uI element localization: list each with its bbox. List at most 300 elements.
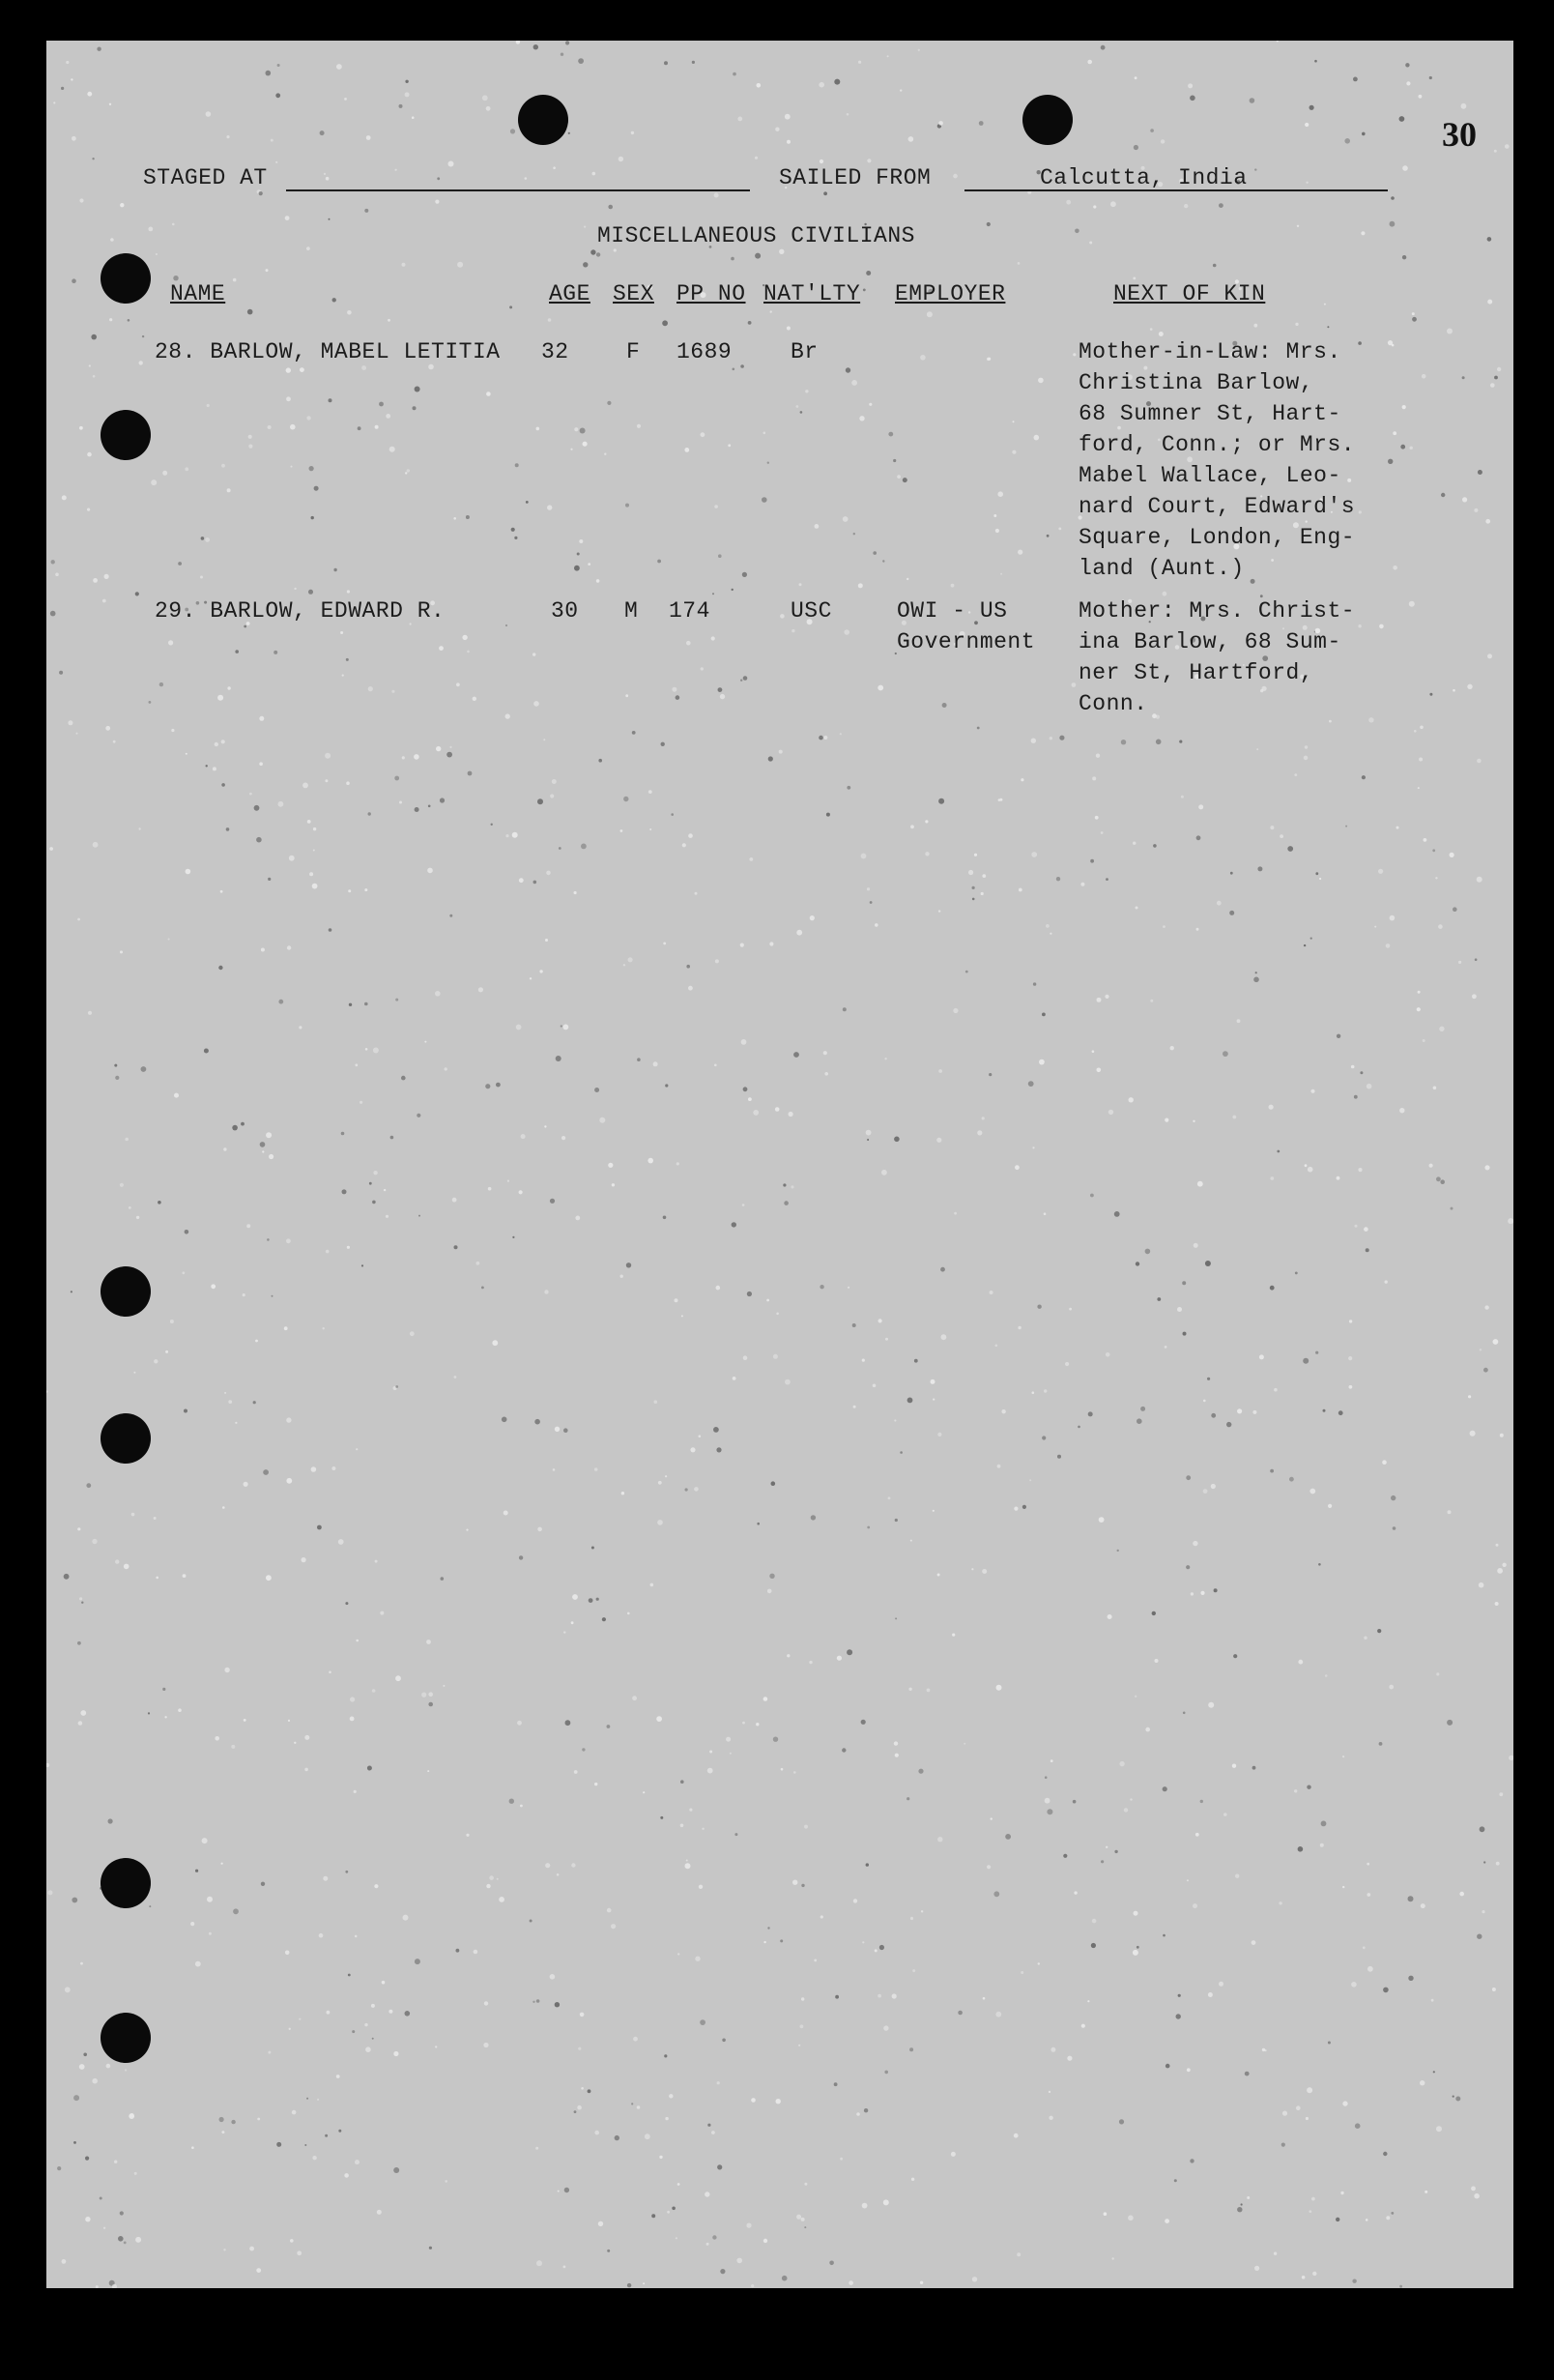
- speckle-dot: [982, 1117, 985, 1119]
- speckle-dot: [1305, 745, 1308, 748]
- speckle-dot: [340, 631, 343, 634]
- speckle-dot: [1496, 1544, 1499, 1547]
- speckle-dot: [783, 1183, 786, 1186]
- speckle-dot: [1153, 844, 1157, 848]
- speckle-dot: [271, 139, 273, 142]
- speckle-dot: [1047, 535, 1050, 537]
- speckle-dot: [1177, 1307, 1182, 1312]
- speckle-dot: [1447, 329, 1453, 334]
- speckle-dot: [354, 1790, 357, 1793]
- speckle-dot: [486, 1884, 490, 1888]
- punch-hole-left-2: [101, 410, 151, 460]
- speckle-dot: [686, 641, 691, 646]
- speckle-dot: [1000, 573, 1002, 575]
- speckle-dot: [205, 537, 210, 542]
- speckle-dot: [859, 416, 864, 421]
- speckle-dot: [1119, 1761, 1124, 1766]
- speckle-dot: [780, 1939, 783, 1942]
- speckle-dot: [364, 209, 368, 213]
- speckle-dot: [521, 1134, 526, 1139]
- speckle-dot: [1436, 2126, 1442, 2132]
- speckle-dot: [1270, 826, 1274, 829]
- speckle-dot: [620, 1275, 623, 1278]
- speckle-dot: [1157, 1297, 1161, 1301]
- column-header-name: NAME: [170, 281, 226, 306]
- speckle-dot: [1106, 1352, 1110, 1357]
- speckle-dot: [224, 1392, 226, 1394]
- speckle-dot: [1281, 2143, 1285, 2147]
- speckle-dot: [72, 278, 76, 283]
- speckle-dot: [165, 1350, 168, 1353]
- speckle-dot: [936, 1138, 941, 1143]
- speckle-dot: [467, 651, 470, 653]
- speckle-dot: [1145, 1249, 1151, 1255]
- speckle-dot: [701, 667, 704, 670]
- speckle-dot: [515, 463, 519, 467]
- speckle-dot: [105, 726, 110, 731]
- speckle-dot: [953, 174, 958, 179]
- speckle-dot: [306, 416, 310, 420]
- speckle-dot: [394, 776, 399, 781]
- speckle-dot: [1152, 713, 1157, 718]
- speckle-dot: [57, 2166, 61, 2170]
- speckle-dot: [1447, 1720, 1453, 1726]
- speckle-dot: [776, 1313, 779, 1316]
- speckle-dot: [1028, 1081, 1034, 1087]
- speckle-dot: [1487, 300, 1492, 305]
- speckle-dot: [689, 1809, 692, 1812]
- speckle-dot: [1435, 877, 1437, 879]
- speckle-dot: [1297, 225, 1299, 227]
- speckle-dot: [699, 1885, 703, 1889]
- speckle-dot: [657, 560, 661, 564]
- speckle-dot: [1412, 312, 1415, 315]
- speckle-dot: [440, 798, 445, 802]
- speckle-dot: [1355, 1225, 1358, 1228]
- speckle-dot: [572, 1594, 578, 1600]
- speckle-dot: [448, 161, 454, 167]
- speckle-dot: [1097, 1068, 1102, 1073]
- speckle-dot: [1396, 827, 1399, 829]
- speckle-dot: [631, 2103, 633, 2104]
- next-of-kin-line: 68 Sumner St, Hart-: [1079, 401, 1341, 426]
- speckle-dot: [320, 131, 325, 135]
- speckle-dot: [920, 355, 926, 361]
- speckle-dot: [840, 2158, 843, 2161]
- speckle-dot: [290, 2239, 294, 2243]
- speckle-dot: [861, 854, 867, 859]
- speckle-dot: [1145, 1727, 1150, 1732]
- sailed-from-value: Calcutta, India: [1040, 165, 1248, 190]
- speckle-dot: [364, 888, 367, 891]
- speckle-dot: [221, 2131, 224, 2133]
- speckle-dot: [942, 703, 947, 708]
- speckle-dot: [355, 2160, 360, 2164]
- speckle-dot: [892, 1993, 897, 1998]
- speckle-dot: [1471, 2187, 1476, 2191]
- speckle-dot: [1033, 982, 1036, 985]
- speckle-dot: [1059, 736, 1064, 740]
- speckle-dot: [728, 444, 731, 447]
- speckle-dot: [329, 928, 332, 932]
- speckle-dot: [1254, 2266, 1259, 2271]
- speckle-dot: [699, 1435, 702, 1437]
- speckle-dot: [1483, 1368, 1488, 1373]
- speckle-dot: [536, 427, 540, 431]
- speckle-dot: [632, 1696, 637, 1700]
- speckle-dot: [714, 193, 719, 198]
- speckle-dot: [1347, 479, 1351, 482]
- speckle-dot: [1191, 1592, 1194, 1595]
- speckle-dot: [505, 713, 510, 718]
- speckle-dot: [87, 508, 90, 511]
- speckle-dot: [733, 1377, 736, 1380]
- speckle-dot: [131, 1513, 135, 1517]
- speckle-dot: [352, 2030, 355, 2033]
- speckle-dot: [454, 1245, 458, 1249]
- speckle-dot: [1307, 2087, 1312, 2093]
- speckle-dot: [972, 898, 975, 901]
- speckle-dot: [92, 2078, 98, 2084]
- speckle-dot: [672, 2207, 676, 2211]
- speckle-dot: [91, 334, 97, 340]
- speckle-dot: [525, 177, 528, 180]
- speckle-dot: [867, 1139, 869, 1141]
- speckle-dot: [1478, 470, 1482, 475]
- speckle-dot: [436, 746, 441, 751]
- speckle-dot: [125, 1138, 129, 1142]
- speckle-dot: [590, 249, 595, 254]
- speckle-dot: [539, 970, 542, 972]
- speckle-dot: [885, 1338, 888, 1341]
- speckle-dot: [1114, 1850, 1117, 1853]
- speckle-dot: [873, 1384, 877, 1388]
- section-title: MISCELLANEOUS CIVILIANS: [597, 223, 915, 248]
- speckle-dot: [533, 881, 537, 885]
- speckle-dot: [888, 1496, 891, 1499]
- speckle-dot: [1490, 383, 1495, 388]
- speckle-dot: [356, 1448, 358, 1450]
- speckle-dot: [1106, 1846, 1108, 1848]
- speckle-dot: [76, 733, 78, 735]
- speckle-dot: [747, 1292, 752, 1296]
- speckle-dot: [1420, 726, 1424, 730]
- speckle-dot: [799, 583, 802, 586]
- speckle-dot: [571, 1863, 575, 1867]
- speckle-dot: [921, 1910, 923, 1912]
- speckle-dot: [1259, 1354, 1264, 1359]
- speckle-dot: [649, 828, 651, 830]
- speckle-dot: [435, 991, 441, 997]
- speckle-dot: [311, 516, 314, 519]
- speckle-dot: [767, 462, 769, 464]
- speckle-dot: [49, 847, 53, 851]
- speckle-dot: [1502, 1563, 1506, 1567]
- speckle-dot: [537, 798, 543, 804]
- speckle-dot: [215, 742, 218, 746]
- speckle-dot: [661, 742, 665, 746]
- speckle-dot: [221, 1863, 223, 1865]
- speckle-dot: [694, 1487, 699, 1492]
- speckle-dot: [1400, 445, 1405, 450]
- speckle-dot: [1223, 1813, 1227, 1816]
- speckle-dot: [218, 966, 222, 970]
- speckle-dot: [1075, 229, 1079, 234]
- speckle-dot: [530, 977, 532, 979]
- speckle-dot: [866, 1130, 872, 1136]
- record-pp-no: 174: [669, 598, 710, 624]
- speckle-dot: [1072, 682, 1077, 687]
- speckle-dot: [89, 364, 91, 366]
- speckle-dot: [741, 1039, 747, 1045]
- speckle-dot: [878, 1319, 882, 1322]
- speckle-dot: [178, 1708, 182, 1712]
- speckle-dot: [1477, 1934, 1482, 1939]
- speckle-dot: [491, 824, 493, 826]
- speckle-dot: [231, 2120, 235, 2124]
- speckle-dot: [201, 537, 205, 540]
- speckle-dot: [811, 1515, 816, 1520]
- speckle-dot: [114, 1064, 117, 1067]
- speckle-dot: [443, 1685, 445, 1687]
- speckle-dot: [908, 136, 914, 142]
- speckle-dot: [426, 1640, 431, 1644]
- speckle-dot: [1494, 150, 1497, 153]
- speckle-dot: [1508, 1218, 1513, 1224]
- speckle-dot: [269, 1154, 273, 1159]
- speckle-dot: [545, 939, 548, 942]
- speckle-dot: [776, 2099, 781, 2104]
- speckle-dot: [1462, 376, 1465, 379]
- speckle-dot: [217, 695, 223, 701]
- speckle-dot: [584, 226, 586, 228]
- speckle-dot: [1032, 1391, 1035, 1394]
- speckle-dot: [1402, 405, 1406, 409]
- speckle-dot: [233, 1908, 239, 1914]
- speckle-dot: [895, 1617, 897, 1619]
- speckle-dot: [866, 271, 871, 276]
- speckle-dot: [1128, 2216, 1134, 2221]
- speckle-dot: [329, 398, 332, 402]
- speckle-dot: [1294, 1789, 1297, 1792]
- speckle-dot: [1018, 1326, 1021, 1329]
- speckle-dot: [424, 1041, 426, 1043]
- speckle-dot: [393, 2051, 398, 2056]
- speckle-dot: [142, 335, 144, 337]
- speckle-dot: [968, 870, 973, 875]
- speckle-dot: [1223, 1051, 1228, 1057]
- speckle-dot: [730, 1753, 732, 1755]
- speckle-dot: [995, 529, 999, 533]
- speckle-dot: [598, 759, 602, 763]
- speckle-dot: [596, 579, 600, 583]
- speckle-dot: [1363, 1946, 1366, 1949]
- speckle-dot: [481, 1287, 484, 1290]
- speckle-dot: [742, 1204, 745, 1206]
- speckle-dot: [1250, 98, 1255, 103]
- speckle-dot: [1312, 2272, 1316, 2276]
- speckle-dot: [1217, 901, 1222, 906]
- speckle-dot: [596, 252, 600, 256]
- speckle-dot: [110, 238, 114, 242]
- speckle-dot: [993, 514, 996, 517]
- speckle-dot: [577, 2105, 582, 2110]
- speckle-dot: [148, 227, 153, 232]
- speckle-dot: [139, 361, 143, 364]
- record-age: 32: [541, 339, 569, 364]
- speckle-dot: [1298, 1846, 1304, 1852]
- speckle-dot: [1338, 1410, 1343, 1415]
- speckle-dot: [375, 425, 379, 429]
- speckle-dot: [365, 1048, 368, 1051]
- column-header-nationality: NAT'LTY: [763, 281, 861, 306]
- speckle-dot: [113, 740, 116, 743]
- speckle-dot: [516, 41, 520, 44]
- speckle-dot: [174, 1093, 179, 1098]
- speckle-dot: [581, 2087, 584, 2090]
- speckle-dot: [1066, 200, 1071, 205]
- speckle-dot: [1450, 853, 1454, 857]
- speckle-dot: [306, 2098, 308, 2100]
- speckle-dot: [553, 1468, 556, 1471]
- speckle-dot: [338, 2130, 341, 2133]
- speckle-dot: [349, 1003, 352, 1006]
- speckle-dot: [486, 106, 491, 111]
- speckle-dot: [1091, 1943, 1096, 1948]
- speckle-dot: [221, 740, 225, 743]
- speckle-dot: [911, 2178, 914, 2181]
- speckle-dot: [537, 1527, 542, 1532]
- speckle-dot: [102, 599, 106, 603]
- speckle-dot: [248, 435, 252, 439]
- speckle-dot: [977, 727, 980, 730]
- speckle-dot: [864, 2108, 868, 2112]
- speckle-dot: [299, 2018, 301, 2020]
- speckle-dot: [925, 852, 929, 856]
- speckle-dot: [964, 1743, 965, 1745]
- speckle-dot: [1453, 2096, 1454, 2098]
- speckle-dot: [1255, 972, 1257, 973]
- speckle-dot: [108, 1818, 113, 1823]
- speckle-dot: [1046, 924, 1050, 928]
- speckle-dot: [407, 469, 410, 472]
- speckle-dot: [767, 1589, 772, 1594]
- speckle-dot: [368, 686, 373, 691]
- speckle-dot: [272, 1295, 273, 1297]
- next-of-kin-line: nard Court, Edward's: [1079, 494, 1356, 519]
- speckle-dot: [307, 820, 311, 824]
- speckle-dot: [268, 425, 272, 429]
- speckle-dot: [1130, 1798, 1132, 1800]
- speckle-dot: [819, 82, 824, 88]
- speckle-dot: [1181, 796, 1184, 798]
- speckle-dot: [804, 1825, 808, 1829]
- speckle-dot: [235, 1422, 237, 1424]
- speckle-dot: [1096, 754, 1100, 758]
- speckle-dot: [159, 682, 163, 686]
- speckle-dot: [499, 1897, 504, 1902]
- speckle-dot: [221, 783, 225, 787]
- speckle-dot: [1211, 1484, 1216, 1489]
- column-header-pp-no: PP NO: [676, 281, 746, 306]
- speckle-dot: [548, 318, 552, 322]
- speckle-dot: [514, 537, 517, 539]
- speckle-dot: [1213, 264, 1217, 268]
- speckle-dot: [286, 1417, 291, 1422]
- speckle-dot: [878, 1994, 881, 1998]
- speckle-dot: [1232, 1116, 1236, 1119]
- speckle-dot: [941, 1334, 947, 1340]
- speckle-dot: [415, 1959, 420, 1964]
- speckle-dot: [364, 1002, 368, 1006]
- speckle-dot: [545, 1863, 550, 1868]
- speckle-dot: [299, 1026, 302, 1029]
- speckle-dot: [632, 731, 636, 735]
- speckle-dot: [843, 1007, 847, 1011]
- speckle-dot: [1226, 1422, 1231, 1427]
- speckle-dot: [594, 1088, 599, 1092]
- speckle-dot: [846, 367, 850, 372]
- speckle-dot: [769, 942, 773, 945]
- speckle-dot: [1219, 203, 1223, 208]
- speckle-dot: [209, 1932, 212, 1935]
- speckle-dot: [651, 2214, 655, 2218]
- speckle-dot: [473, 697, 476, 701]
- speckle-dot: [755, 157, 758, 160]
- speckle-dot: [202, 1838, 208, 1843]
- speckle-dot: [227, 686, 230, 689]
- speckle-dot: [253, 1401, 256, 1404]
- speckle-dot: [278, 801, 284, 807]
- speckle-dot: [129, 1206, 131, 1209]
- speckle-dot: [1433, 1087, 1437, 1090]
- speckle-dot: [1196, 835, 1201, 840]
- speckle-dot: [1305, 1164, 1308, 1167]
- speckle-dot: [1104, 2212, 1108, 2216]
- speckle-dot: [598, 2221, 603, 2226]
- speckle-dot: [563, 2266, 566, 2269]
- speckle-dot: [1247, 2196, 1250, 2199]
- speckle-dot: [323, 1876, 328, 1881]
- speckle-dot: [550, 1199, 555, 1204]
- speckle-dot: [785, 1379, 791, 1385]
- speckle-dot: [940, 1267, 945, 1272]
- speckle-dot: [1137, 1946, 1139, 1949]
- record-age: 30: [551, 598, 579, 624]
- next-of-kin-line: ina Barlow, 68 Sum-: [1079, 629, 1341, 654]
- speckle-dot: [1237, 1019, 1241, 1023]
- speckle-dot: [766, 1299, 769, 1302]
- speckle-dot: [1194, 1243, 1198, 1248]
- speckle-dot: [1050, 933, 1051, 935]
- speckle-dot: [402, 756, 405, 759]
- speckle-dot: [543, 739, 545, 740]
- speckle-dot: [1467, 684, 1472, 689]
- speckle-dot: [382, 1981, 386, 1985]
- speckle-dot: [135, 592, 139, 595]
- speckle-dot: [561, 53, 563, 56]
- speckle-dot: [571, 1621, 574, 1624]
- speckle-dot: [757, 83, 762, 88]
- speckle-dot: [395, 1675, 401, 1681]
- speckle-dot: [1424, 2191, 1427, 2193]
- speckle-dot: [575, 1216, 580, 1221]
- speckle-dot: [1358, 1168, 1362, 1172]
- speckle-dot: [395, 999, 398, 1001]
- speckle-dot: [1420, 2080, 1424, 2085]
- speckle-dot: [1307, 1785, 1310, 1789]
- speckle-dot: [1438, 924, 1443, 929]
